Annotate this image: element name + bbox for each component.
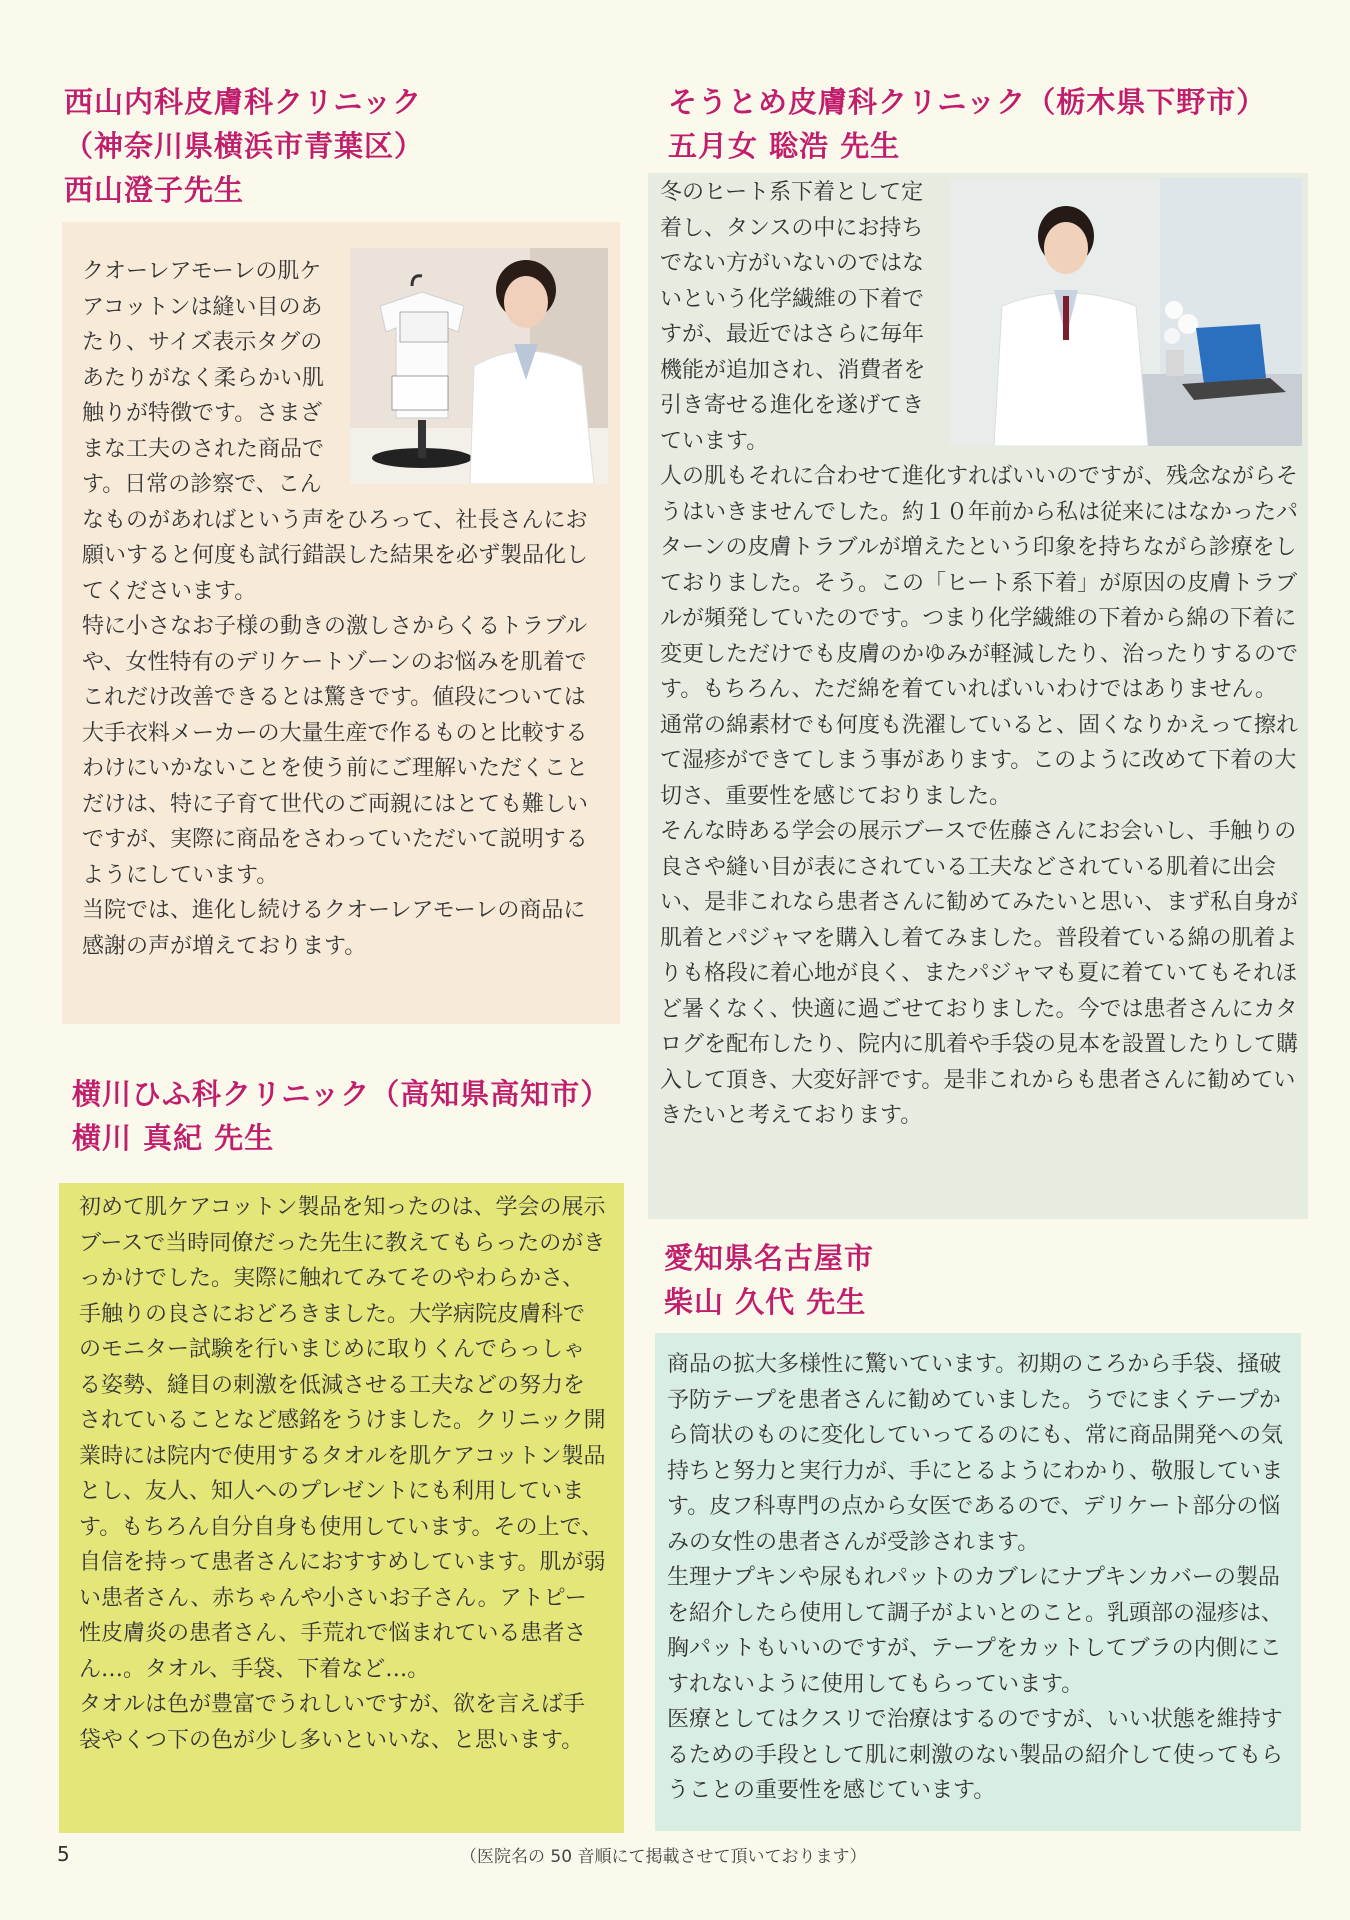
- testimonial-paragraph: タオルは色が豊富でうれしいですが、欲を言えば手袋やくつ下の色が少し多いといいな、と思います。: [79, 1692, 586, 1753]
- testimonial-box-nishiyama: [62, 222, 620, 1024]
- page-number: 5: [57, 1842, 70, 1866]
- testimonial-paragraph: クオーレアモーレの肌ケアコットンは縫い目のあたり、サイズ表示タグのあたりがなく柔らかい肌触りが特徴です。さまざまな工夫のされた商品です。日常の診察で、こんなものがあればという声をひろって、社長さんにお願いすると何度も試行錯誤した結果を必ず製品化してくださいます。: [82, 259, 589, 604]
- clinic-location: 愛知県名古屋市: [664, 1241, 875, 1275]
- doctor-photo: [350, 248, 608, 484]
- testimonial-paragraph: 特に小さなお子様の動きの激しさからくるトラブルや、女性特有のデリケートゾーンのお悩みを肌着でこれだけ改善できるとは驚きです。値段については大手衣料メーカーの大量生産で作るものと比較するわけにいかないことを使う前にご理解いただくことだけは、特に子育て世代のご両親にはとても難しいですが、実際に商品をさわっていただいて説明するようにしています。: [82, 614, 589, 888]
- doctor-photo-illustration: [950, 178, 1302, 446]
- doctor-name: 柴山 久代 先生: [664, 1285, 867, 1319]
- testimonial-box-shibayama: [655, 1333, 1301, 1831]
- doctor-photo-illustration: [350, 248, 608, 484]
- clinic-heading-yokokawa: [72, 1072, 610, 1160]
- testimonial-box-soutome: [648, 173, 1308, 1219]
- clinic-location: （神奈川県横浜市青葉区）: [64, 129, 425, 163]
- doctor-photo: [950, 178, 1302, 446]
- clinic-name: 横川ひふ科クリニック（高知県高知市）: [72, 1077, 611, 1111]
- testimonial-paragraph: そんな時ある学会の展示ブースで佐藤さんにお会いし、手触りの良さや縫い目が表にされている工夫などされている肌着に出会い、是非これなら患者さんに勧めてみたいと思い、まず私自身が肌着とパジャマを購入し着てみました。普段着ている綿の肌着よりも格段に着心地が良く、またパジャマも夏に着ていてもそれほど暑くなく、快適に過ごせておりました。今では患者さんにカタログを配布したり、院内に肌着や手袋の見本を設置したりして購入して頂き、大変好評です。是非これからも患者さんに勧めていきたいと考えております。: [660, 819, 1299, 1128]
- testimonial-paragraph: 医療としてはクスリで治療はするのですが、いい状態を維持するための手段として肌に刺激のない製品の紹介して使ってもらうことの重要性を感じています。: [667, 1707, 1284, 1803]
- clinic-heading-soutome: [668, 80, 1266, 168]
- doctor-name: 西山澄子先生: [64, 173, 245, 207]
- footer-note: （医院名の 50 音順にて掲載させて頂いております）: [460, 1847, 867, 1867]
- testimonial-paragraph: 商品の拡大多様性に驚いています。初期のころから手袋、掻破予防テープを患者さんに勧めていました。うでにまくテープから筒状のものに変化していってるのにも、常に商品開発への気持ちと努力と実行力が、手にとるようにわかり、敬服しています。皮フ科専門の点から女医であるので、デリケート部分の悩みの女性の患者さんが受診されます。: [667, 1352, 1284, 1555]
- testimonial-paragraph: 人の肌もそれに合わせて進化すればいいのですが、残念ながらそうはいきませんでした。約１０年前から私は従来にはなかったパターンの皮膚トラブルが増えたという印象を持ちながら診療をしておりました。そう。この「ヒート系下着」が原因の皮膚トラブルが頻発していたのです。つまり化学繊維の下着から綿の下着に変更しただけでも皮膚のかゆみが軽減したり、治ったりするのです。もちろん、ただ綿を着ていればいいわけではありません。: [660, 464, 1299, 702]
- testimonial-box-yokokawa: [59, 1183, 624, 1833]
- testimonial-paragraph: 通常の綿素材でも何度も洗濯していると、固くなりかえって擦れて湿疹ができてしまう事があります。このように改めて下着の大切さ、重要性を感じておりました。: [660, 712, 1299, 809]
- clinic-heading-nishiyama: [64, 80, 424, 212]
- clinic-name: そうとめ皮膚科クリニック（栃木県下野市）: [668, 85, 1267, 119]
- doctor-name: 五月女 聡浩 先生: [668, 129, 901, 163]
- clinic-name: 西山内科皮膚科クリニック: [64, 85, 423, 119]
- testimonial-paragraph: 冬のヒート系下着として定着し、タンスの中にお持ちでない方がいないのではないという化学繊維の下着ですが、最近ではさらに毎年機能が追加され、消費者を引き寄せる進化を遂げてきています。: [660, 180, 926, 454]
- clinic-heading-shibayama: [664, 1236, 874, 1324]
- testimonial-paragraph: 当院では、進化し続けるクオーレアモーレの商品に感謝の声が増えております。: [82, 898, 586, 959]
- doctor-name: 横川 真紀 先生: [72, 1121, 275, 1155]
- testimonial-paragraph: 初めて肌ケアコットン製品を知ったのは、学会の展示ブースで当時同僚だった先生に教えてもらったのがきっかけでした。実際に触れてみてそのやわらかさ、手触りの良さにおどろきました。大学病院皮膚科でのモニター試験を行いまじめに取りくんでらっしゃる姿勢、縫目の刺激を低減させる工夫などの努力をされていることなど感銘をうけました。クリニック開業時には院内で使用するタオルを肌ケアコットン製品とし、友人、知人へのプレゼントにも利用しています。もちろん自分自身も使用しています。その上で、自信を持って患者さんにおすすめしています。肌が弱い患者さん、赤ちゃんや小さいお子さん。アトピー性皮膚炎の患者さん、手荒れで悩まれている患者さん…。タオル、手袋、下着など…。: [79, 1195, 606, 1682]
- testimonial-paragraph: 生理ナプキンや尿もれパットのカブレにナプキンカバーの製品を紹介したら使用して調子がよいとのこと。乳頭部の湿疹は、胸パットもいいのですが、テープをカットしてブラの内側にこすれないように使用してもらっています。: [667, 1565, 1284, 1697]
